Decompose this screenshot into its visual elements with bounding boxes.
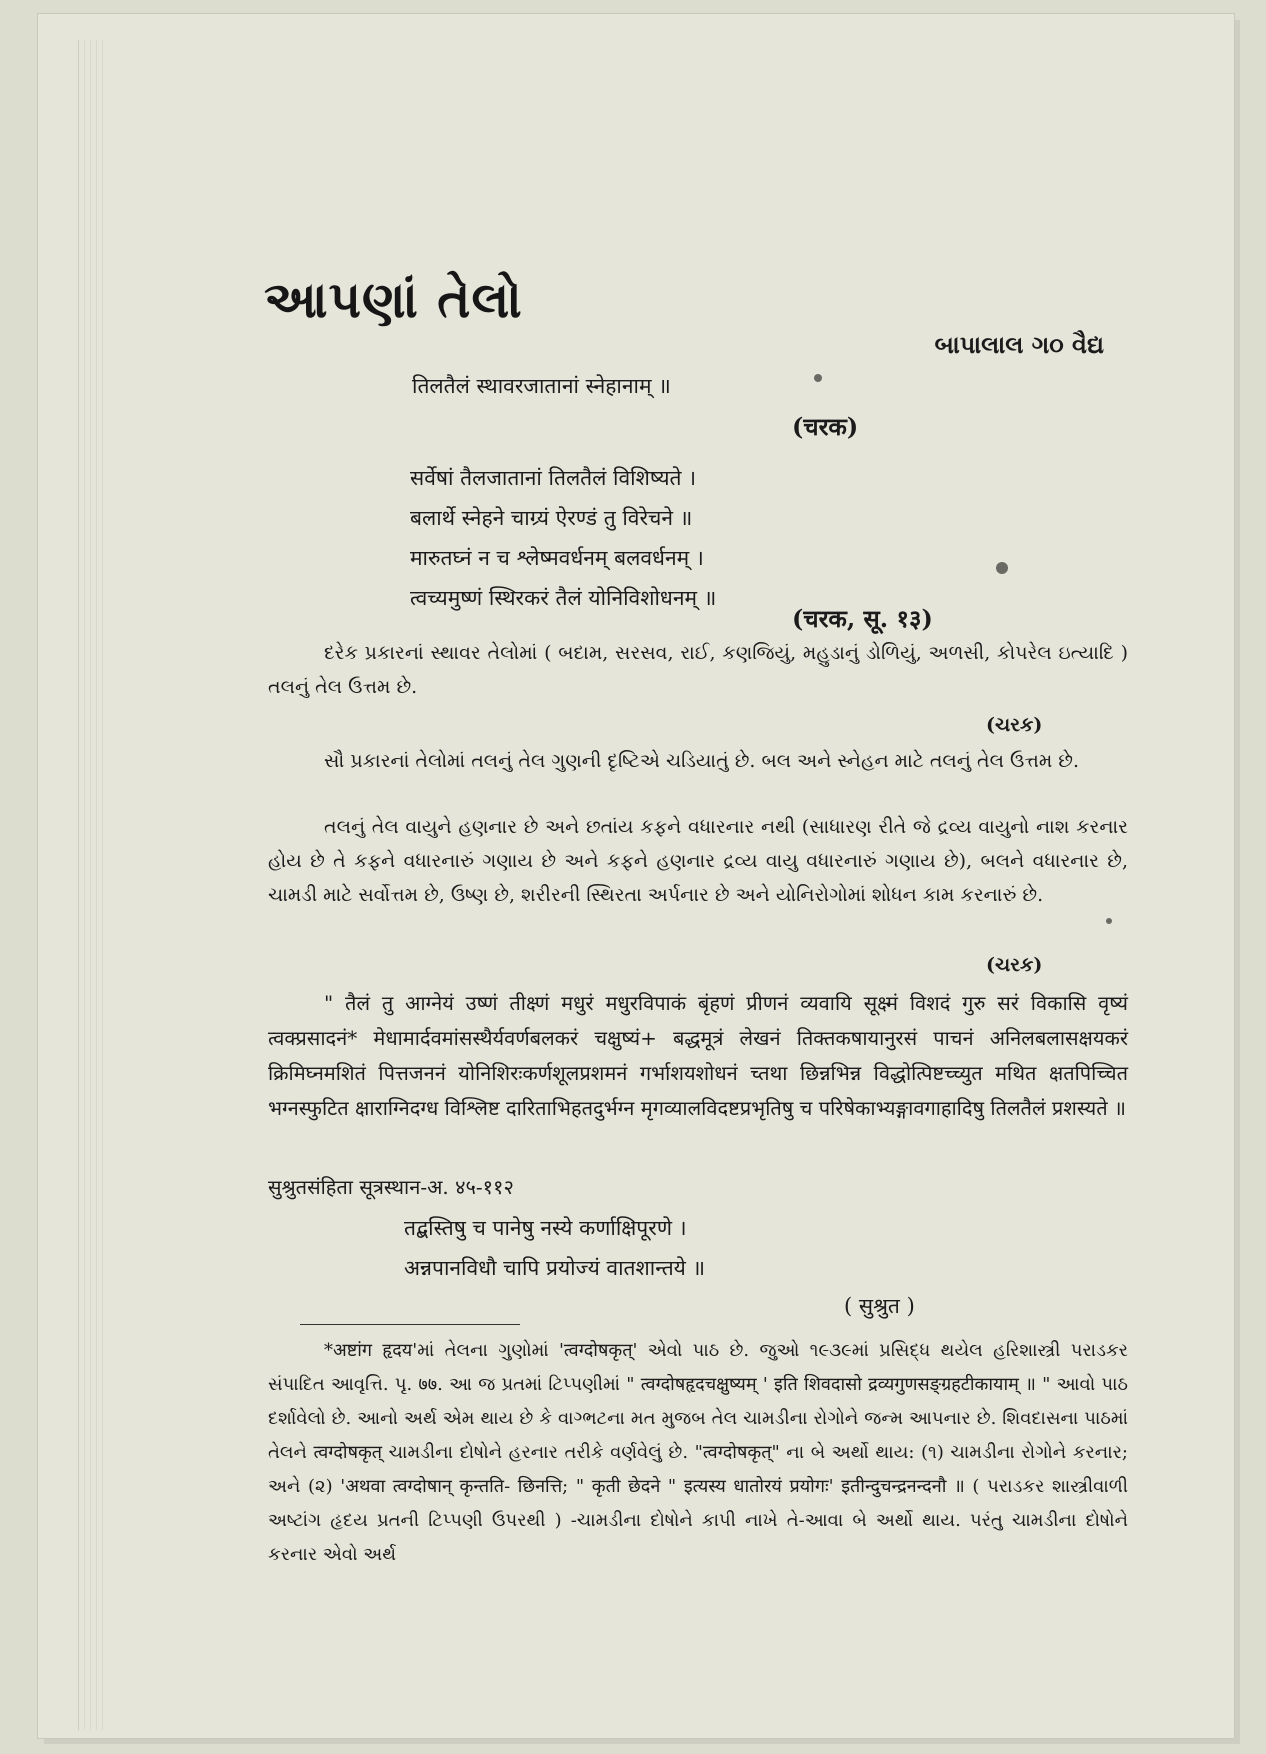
verse1-line: तिलतैलं स्थावरजातानां स्नेहानाम् ॥	[412, 374, 671, 398]
page-content	[38, 14, 1234, 1738]
paragraph-3: તલનું તેલ વાયુને હણનાર છે અને છતાંય કફને વધારનાર નથી (સાધારણ રીતે જે દ્રવ્ય વાયુનો નાશ કરનાર હોય છે તે કફને વધારનારું ગણાય છે અને કફને હણનાર દ્રવ્ય વાયુ વધારનારું ગણાય છે), બલને વધારનાર છે, ચામડી માટે સર્વોત્તમ છે, ઉષ્ણ છે, શરીરની સ્થિરતા અર્પનાર છે અને યોનિરોગોમાં શોધન કામ કરનારું છે.	[268, 816, 1128, 906]
paragraph-1: દરેક પ્રકારનાં સ્થાવર તેલોમાં ( બદામ, સરસવ, રાઈ, કણજિયું, મહુડાનું ડોળિયું, અળસી, કોપરેલ ઇત્યાદિ ) તલનું તેલ ઉત્તમ છે.	[268, 642, 1128, 698]
verse2-line: मारुतघ्नं न च श्लेष्मवर्धनम् बलवर्धनम् ।	[410, 546, 704, 570]
verse2-block	[410, 458, 716, 618]
footnote-rule	[300, 1324, 520, 1325]
scanned-page	[38, 14, 1234, 1738]
ink-speck	[1106, 918, 1112, 924]
verse2-line: त्वच्यमुष्णं स्थिरकरं तैलं योनिविशोधनम् ॥	[410, 586, 717, 610]
article-author: બાપાલાલ ગ૦ વૈદ્ય	[934, 330, 1104, 359]
ink-speck	[814, 374, 822, 382]
paragraph-2: સૌ પ્રકારનાં તેલોમાં તલનું તેલ ગુણની દૃષ્ટિએ ચડિયાતું છે. બલ અને સ્નેહન માટે તલનું તેલ ઉત્તમ છે.	[324, 750, 1080, 772]
verse1-source: (चरक)	[792, 412, 859, 441]
verse2-source: (चरक, सू. १३)	[792, 604, 933, 633]
verse2-line: बलार्थे स्नेहने चाग्र्यं ऐरण्डं तु विरेचने ॥	[410, 506, 693, 530]
sushruta-citation: सुश्रुतसंहिता सूत्रस्थान-अ. ४५-११२	[268, 1175, 514, 1199]
paragraph-1-source: (ચરક)	[986, 714, 1043, 736]
paragraph-3-source: (ચરક)	[986, 954, 1043, 976]
sushruta-quote: " तैलं तु आग्नेयं उष्णं तीक्ष्णं मधुरं मधुरविपाकं बृंहणं प्रीणनं व्यवायि सूक्ष्मं विशदं गुरु सरं विकासि वृष्यं त्वक्प्रसादनं* मेधामार्दवमांसस्थैर्यवर्णबलकरं चक्षुष्यं+ बद्धमूत्रं लेखनं तिक्तकषायानुरसं पाचनं अनिलबलासक्षयकरं क्रिमिघ्नमशितं पित्तजननं योनिशिरःकर्णशूलप्रशमनं गर्भाशयशोधनं च्तथा छिन्नभिन्न विद्धोत्पिष्टच्च्युत मथित क्षतपिच्चित भग्नस्फुटित क्षाराग्निदग्ध विश्लिष्ट दारिताभिहतदुर्भग्न मृगव्यालविदष्टप्रभृतिषु च परिषेकाभ्यङ्गावगाहादिषु तिलतैलं प्रशस्यते ॥	[268, 991, 1128, 1120]
sushruta-verse	[404, 1208, 705, 1288]
ink-speck	[996, 562, 1008, 574]
verse2-line: सर्वेषां तैलजातानां तिलतैलं विशिष्यते ।	[410, 466, 697, 490]
footnote: *अष्टांग हृदय'માં તેલના ગુણોમાં 'त्वग्दोषकृत्' એવો પાઠ છે. જુઓ ૧૯૩૯માં પ્રસિદ્ધ થયેલ હરિશાસ્ત્રી પરાડકર સંપાદિત આવૃત્તિ. પૃ. ७७. આ જ પ્રતમાં ટિપ્પણીમાં " त्वग्दोषहृदचक्षुष्यम् ' इति शिवदासो द्रव्यगुणसङ्ग्रहटीकायाम् ॥ " આવો પાઠ દર્શાવેલો છે. આનો અર્થ એમ થાય છે કે વાગ્ભટના મત મુજબ તેલ ચામડીના રોગોને જન્મ આપનાર છે. શિવદાસના પાઠમાં તેલને त्वग्दोषकृत् ચામડીના દોષોને હરનાર તરીકે વર્ણવેલું છે. "त्वग्दोषकृत्" ના બે અર્થો થાય: (૧) ચામડીના રોગોને કરનાર; અને (૨) 'अथवा त्वग्दोषान् कृन्तति- छिनत्ति; " कृती छेदने " इत्यस्य धातोरयं प्रयोगः' इतीन्दुचन्द्रनन्दनौ ॥ ( પરાડકર શાસ્ત્રીવાળી અષ્ટાંગ હૃદય પ્રતની ટિપ્પણી ઉપરથી ) -ચામડીના દોષોને કાપી નાખે તે-આવા બે અર્થો થાય. પરંતુ ચામડીના દોષોને કરનાર એવો અર્થ	[268, 1340, 1128, 1565]
article-title: આપણાં તેલો	[264, 270, 523, 329]
sushruta-verse-line: अन्नपानविधौ चापि प्रयोज्यं वातशान्तये ॥	[404, 1256, 706, 1280]
sushruta-verse-line: तद्बस्तिषु च पानेषु नस्ये कर्णाक्षिपूरणे ।	[404, 1216, 687, 1240]
sushruta-source: ( सुश्रुत )	[844, 1294, 915, 1318]
